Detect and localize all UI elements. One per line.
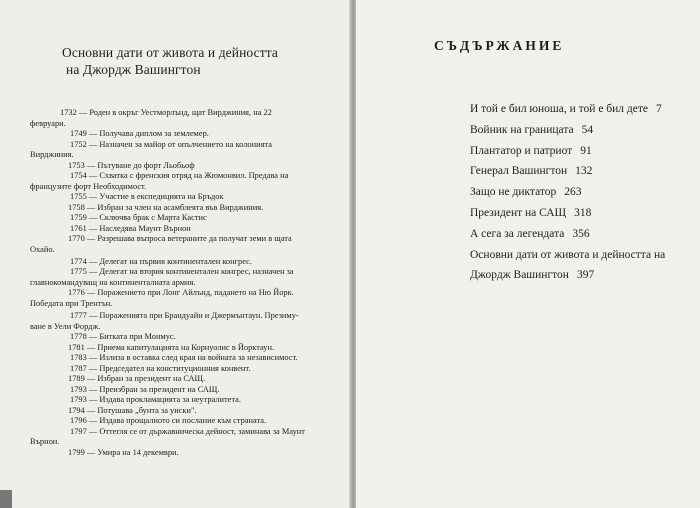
entry-year: 1749 — [70, 129, 89, 138]
contents-item-page: 356 — [572, 227, 590, 240]
chronology-entry — [68, 203, 263, 213]
entry-year: 1783 — [70, 353, 89, 362]
entry-text: — Получава диплом за землемер. — [88, 129, 209, 138]
chronology-entry — [70, 395, 241, 405]
entry-text: — Умира на 14 декември. — [86, 447, 179, 457]
contents-item — [470, 144, 592, 158]
entry-year: 1787 — [70, 363, 89, 373]
contents-item-title: Войник на границата — [470, 123, 574, 136]
chronology-entry — [70, 364, 251, 374]
entry-year: 1755 — [70, 192, 89, 201]
entry-text: — Оттегля се от държавническа дейност, заминава за Маунт — [88, 426, 305, 436]
entry-text: — Издава прощалното си послание към страната. — [88, 416, 267, 425]
entry-text: — Издава прокламацията за неутралитета. — [88, 395, 241, 404]
entry-year: 1777 — [70, 311, 89, 321]
contents-item-title: И той е бил юноша, и той е бил дете — [470, 103, 649, 115]
entry-text: — Делегат на втория континентален конгрес, назначен за — [88, 267, 294, 277]
chronology-entry — [70, 257, 252, 267]
entry-year: 1753 — [68, 160, 87, 170]
chronology-entry — [70, 267, 294, 277]
chronology-entry — [70, 171, 288, 181]
contents-item — [470, 206, 591, 220]
contents-item — [470, 185, 582, 199]
entry-year: 1781 — [68, 342, 87, 352]
contents-item-page: 263 — [564, 186, 582, 199]
entry-year: 1759 — [70, 213, 89, 222]
entry-text: — Пораженията при Брандуайн и Джермънтаун. Презиму- — [88, 311, 299, 321]
contents-item-page: 132 — [575, 165, 593, 178]
contents-item-page: 91 — [580, 144, 592, 157]
contents-item — [470, 123, 593, 137]
contents-item-page: 318 — [574, 207, 592, 219]
chronology-entry — [70, 192, 224, 202]
chronology-entry — [68, 343, 274, 353]
chronology-entry — [70, 353, 298, 363]
entry-continuation: Вирджиния. — [30, 150, 74, 159]
entry-year: 1754 — [70, 171, 89, 180]
entry-text: — Битката при Монмус. — [88, 332, 176, 341]
contents-item-title: Основни дати от живота и дейността на — [470, 248, 666, 261]
chronology-entry — [68, 374, 205, 384]
entry-text: — Схватка с френския отряд на Жюмонвил. Предава на — [88, 171, 289, 180]
entry-text: — Разрешава въпроса ветераните да получат земи в щата — [86, 234, 292, 243]
entry-year: 1775 — [70, 267, 89, 277]
contents-item — [470, 164, 592, 178]
entry-text: — Роден в окръг Уестморлънд, щат Вирджиния, на 22 — [78, 108, 272, 117]
entry-year: 1778 — [70, 332, 89, 341]
chronology-entry — [70, 140, 272, 150]
entry-text: — Потушава „бунта за уиски". — [86, 405, 197, 415]
entry-year: 1796 — [70, 416, 89, 425]
chronology-entry — [68, 406, 196, 416]
entry-continuation: Победата при Трентън. — [30, 298, 113, 308]
entry-year: 1793 — [70, 395, 89, 404]
entry-year: 1770 — [68, 234, 87, 243]
chronology-entry — [70, 332, 176, 342]
entry-continuation: ване в Уели Фордж. — [30, 321, 101, 331]
chronology-entry — [68, 234, 292, 244]
contents-item — [470, 102, 662, 116]
chronology-title-line2: на Джордж Вашингтон — [66, 62, 201, 77]
scan-corner — [0, 490, 12, 508]
entry-continuation: главнокомандуващ на континенталната армия. — [30, 277, 196, 287]
entry-continuation: французите форт Необходимост. — [30, 181, 147, 191]
entry-text: — Приема капитулацията на Корнуолис в Йорктаун. — [86, 342, 275, 352]
contents-item-page: 54 — [581, 123, 594, 136]
entry-text: — Преизбран за президент на САЩ. — [88, 384, 220, 394]
chronology-entry — [70, 311, 299, 321]
contents-item-title: Плантатор и патриот — [470, 144, 573, 157]
chronology-entry — [68, 161, 195, 171]
entry-text: — Избран за член на асамблеята във Вирджиния. — [86, 202, 264, 212]
entry-year: 1799 — [68, 447, 87, 457]
contents-item-title: Джордж Вашингтон — [470, 269, 569, 282]
entry-year: 1797 — [70, 426, 89, 436]
entry-text: — Наследява Маунт Върнон — [88, 223, 191, 233]
chronology-entry — [70, 224, 191, 234]
entry-text: — Участие в експедицията на Бръдок — [88, 192, 224, 201]
entry-year: 1761 — [70, 223, 89, 233]
entry-text: — Сключва брак с Марта Кастис — [88, 213, 207, 222]
contents-item — [470, 268, 594, 282]
chronology-entry — [70, 213, 207, 223]
entry-year: 1793 — [70, 384, 89, 394]
contents-item — [470, 227, 590, 241]
entry-text: — Излиза в оставка след края на войната за независимост. — [88, 353, 298, 362]
chronology-entry — [70, 427, 305, 437]
entry-year: 1752 — [70, 139, 89, 149]
contents-item-page: 397 — [576, 269, 595, 282]
entry-year: 1774 — [70, 256, 89, 266]
entry-text: — Председател на конституционния конвент. — [88, 363, 251, 373]
chronology-title — [62, 44, 352, 78]
chronology-entry — [70, 129, 209, 139]
contents-item-title: Президент на САЩ — [470, 207, 567, 219]
contents-item-page: 7 — [656, 103, 662, 115]
contents-item-title: Генерал Вашингтон — [470, 165, 568, 178]
entry-continuation: февруари. — [30, 118, 66, 128]
entry-year: 1758 — [68, 202, 87, 212]
chronology-entry — [70, 416, 266, 426]
entry-year: 1794 — [68, 405, 87, 415]
chronology-entry — [60, 108, 272, 118]
entry-year: 1789 — [68, 374, 87, 383]
entry-year: 1776 — [68, 288, 87, 298]
chronology-title-line1: Основни дати от живота и дейността — [62, 45, 278, 60]
chronology-entry — [68, 288, 294, 298]
entry-continuation: Върнон. — [30, 437, 60, 446]
contents-item — [470, 248, 665, 262]
chronology-entry — [68, 448, 179, 458]
contents-title: СЪДЪРЖАНИЕ — [434, 38, 565, 53]
entry-year: 1732 — [60, 108, 79, 117]
entry-continuation: Охайо. — [30, 244, 55, 254]
contents-item-title: Защо не диктатор — [470, 186, 557, 199]
entry-text: — Пътуване до форт Льобьоф — [86, 160, 195, 170]
chronology-entry — [70, 385, 219, 395]
entry-text: — Делегат на първия континентален конгрес. — [88, 256, 252, 266]
entry-text: — Назначен за майор от опълчението на колонията — [88, 139, 272, 149]
entry-text: — Поражението при Лонг Айлънд, падането на Ню Йорк. — [86, 288, 294, 298]
entry-text: — Избран за президент на САЩ. — [86, 374, 206, 383]
contents-item-title: А сега за легендата — [470, 227, 565, 240]
